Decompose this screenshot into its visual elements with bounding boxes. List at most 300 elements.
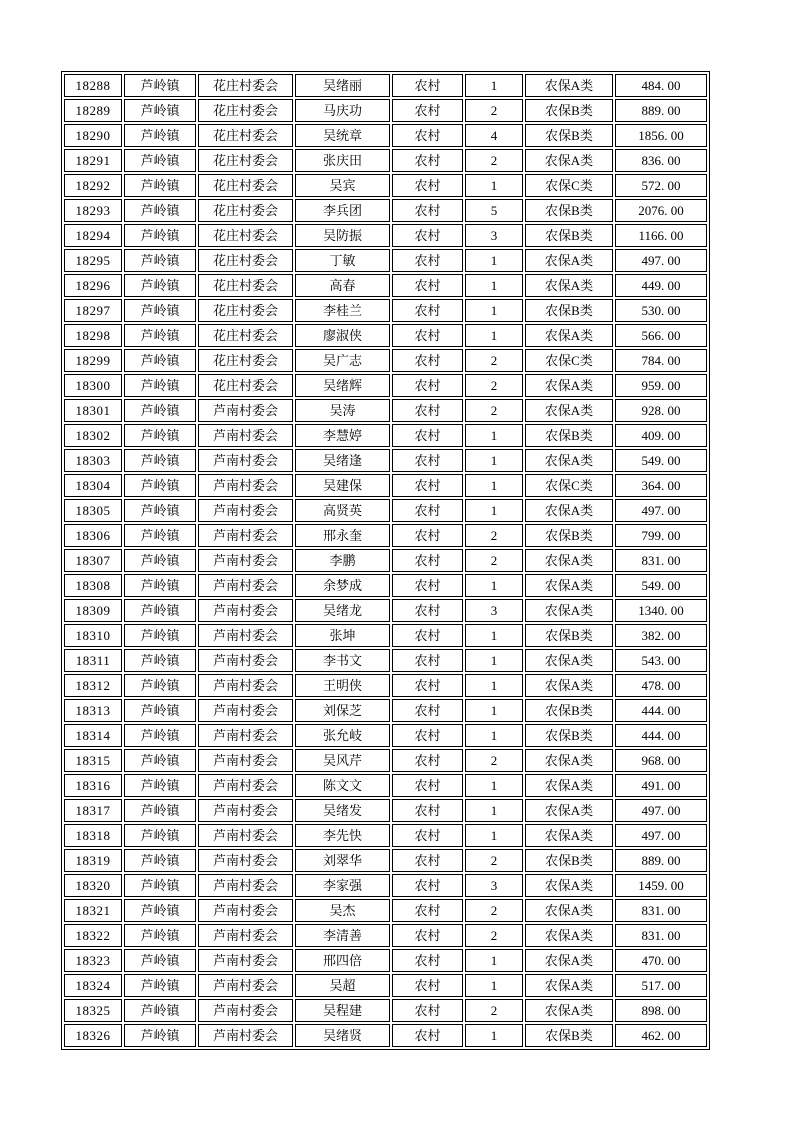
cell-residence-type: 农村 [392, 1024, 463, 1047]
cell-serial-number: 18300 [64, 374, 122, 397]
cell-person-count: 1 [465, 674, 523, 697]
cell-insurance-category: 农保A类 [525, 499, 613, 522]
cell-residence-type: 农村 [392, 424, 463, 447]
cell-amount: 566. 00 [615, 324, 707, 347]
cell-person-name: 李桂兰 [295, 299, 390, 322]
cell-person-count: 2 [465, 99, 523, 122]
cell-town: 芦岭镇 [124, 124, 196, 147]
cell-town: 芦岭镇 [124, 874, 196, 897]
cell-village-committee: 芦南村委会 [198, 724, 293, 747]
cell-person-name: 余梦成 [295, 574, 390, 597]
cell-residence-type: 农村 [392, 849, 463, 872]
cell-amount: 444. 00 [615, 699, 707, 722]
cell-serial-number: 18320 [64, 874, 122, 897]
cell-village-committee: 芦南村委会 [198, 449, 293, 472]
roster-table [62, 72, 709, 1049]
cell-residence-type: 农村 [392, 924, 463, 947]
cell-person-count: 2 [465, 399, 523, 422]
cell-amount: 484. 00 [615, 74, 707, 97]
cell-person-name: 张允岐 [295, 724, 390, 747]
table-row [64, 974, 707, 997]
table-row [64, 699, 707, 722]
cell-person-count: 1 [465, 574, 523, 597]
cell-residence-type: 农村 [392, 224, 463, 247]
cell-village-committee: 芦南村委会 [198, 499, 293, 522]
cell-residence-type: 农村 [392, 774, 463, 797]
cell-serial-number: 18316 [64, 774, 122, 797]
cell-residence-type: 农村 [392, 474, 463, 497]
cell-residence-type: 农村 [392, 174, 463, 197]
cell-person-name: 张庆田 [295, 149, 390, 172]
cell-town: 芦岭镇 [124, 599, 196, 622]
table-row [64, 624, 707, 647]
cell-amount: 444. 00 [615, 724, 707, 747]
cell-town: 芦岭镇 [124, 74, 196, 97]
cell-person-count: 1 [465, 624, 523, 647]
cell-person-name: 李家强 [295, 874, 390, 897]
cell-village-committee: 花庄村委会 [198, 149, 293, 172]
cell-residence-type: 农村 [392, 374, 463, 397]
cell-amount: 530. 00 [615, 299, 707, 322]
cell-residence-type: 农村 [392, 824, 463, 847]
cell-insurance-category: 农保B类 [525, 849, 613, 872]
cell-town: 芦岭镇 [124, 774, 196, 797]
cell-amount: 831. 00 [615, 899, 707, 922]
cell-amount: 517. 00 [615, 974, 707, 997]
cell-person-name: 李清善 [295, 924, 390, 947]
cell-town: 芦岭镇 [124, 799, 196, 822]
cell-residence-type: 农村 [392, 449, 463, 472]
cell-village-committee: 花庄村委会 [198, 274, 293, 297]
cell-residence-type: 农村 [392, 624, 463, 647]
cell-person-count: 1 [465, 799, 523, 822]
cell-town: 芦岭镇 [124, 549, 196, 572]
cell-amount: 799. 00 [615, 524, 707, 547]
cell-serial-number: 18318 [64, 824, 122, 847]
cell-person-name: 陈文文 [295, 774, 390, 797]
cell-serial-number: 18308 [64, 574, 122, 597]
cell-person-name: 吴绪丽 [295, 74, 390, 97]
cell-town: 芦岭镇 [124, 574, 196, 597]
cell-amount: 549. 00 [615, 449, 707, 472]
cell-person-count: 4 [465, 124, 523, 147]
cell-town: 芦岭镇 [124, 899, 196, 922]
cell-person-count: 1 [465, 424, 523, 447]
cell-village-committee: 花庄村委会 [198, 74, 293, 97]
cell-serial-number: 18319 [64, 849, 122, 872]
cell-serial-number: 18307 [64, 549, 122, 572]
cell-serial-number: 18312 [64, 674, 122, 697]
cell-town: 芦岭镇 [124, 274, 196, 297]
cell-amount: 543. 00 [615, 649, 707, 672]
cell-town: 芦岭镇 [124, 649, 196, 672]
cell-amount: 497. 00 [615, 499, 707, 522]
cell-serial-number: 18321 [64, 899, 122, 922]
cell-amount: 497. 00 [615, 824, 707, 847]
cell-residence-type: 农村 [392, 649, 463, 672]
cell-town: 芦岭镇 [124, 499, 196, 522]
cell-residence-type: 农村 [392, 274, 463, 297]
table-row [64, 899, 707, 922]
table-row [64, 749, 707, 772]
cell-insurance-category: 农保B类 [525, 724, 613, 747]
cell-residence-type: 农村 [392, 74, 463, 97]
cell-residence-type: 农村 [392, 549, 463, 572]
cell-insurance-category: 农保C类 [525, 474, 613, 497]
table-row [64, 99, 707, 122]
cell-village-committee: 花庄村委会 [198, 99, 293, 122]
cell-person-name: 吴绪贤 [295, 1024, 390, 1047]
cell-amount: 889. 00 [615, 99, 707, 122]
cell-serial-number: 18291 [64, 149, 122, 172]
table-row [64, 124, 707, 147]
cell-person-name: 丁敏 [295, 249, 390, 272]
cell-insurance-category: 农保A类 [525, 774, 613, 797]
cell-residence-type: 农村 [392, 724, 463, 747]
cell-person-count: 2 [465, 749, 523, 772]
cell-town: 芦岭镇 [124, 99, 196, 122]
cell-village-committee: 芦南村委会 [198, 999, 293, 1022]
table-row [64, 674, 707, 697]
table-row [64, 199, 707, 222]
table-row [64, 449, 707, 472]
cell-insurance-category: 农保A类 [525, 599, 613, 622]
cell-residence-type: 农村 [392, 799, 463, 822]
cell-person-name: 刘翠华 [295, 849, 390, 872]
cell-person-count: 2 [465, 374, 523, 397]
table-row [64, 424, 707, 447]
cell-person-count: 1 [465, 274, 523, 297]
cell-residence-type: 农村 [392, 149, 463, 172]
cell-serial-number: 18295 [64, 249, 122, 272]
cell-person-count: 1 [465, 649, 523, 672]
cell-amount: 462. 00 [615, 1024, 707, 1047]
cell-village-committee: 芦南村委会 [198, 974, 293, 997]
cell-serial-number: 18299 [64, 349, 122, 372]
cell-person-count: 1 [465, 299, 523, 322]
cell-serial-number: 18326 [64, 1024, 122, 1047]
cell-serial-number: 18305 [64, 499, 122, 522]
cell-insurance-category: 农保B类 [525, 699, 613, 722]
cell-insurance-category: 农保A类 [525, 899, 613, 922]
cell-insurance-category: 农保A类 [525, 399, 613, 422]
cell-serial-number: 18325 [64, 999, 122, 1022]
cell-insurance-category: 农保B类 [525, 99, 613, 122]
cell-person-name: 吴广志 [295, 349, 390, 372]
cell-amount: 497. 00 [615, 249, 707, 272]
cell-village-committee: 芦南村委会 [198, 399, 293, 422]
cell-insurance-category: 农保A类 [525, 974, 613, 997]
cell-residence-type: 农村 [392, 874, 463, 897]
cell-village-committee: 芦南村委会 [198, 899, 293, 922]
cell-person-name: 李鹏 [295, 549, 390, 572]
cell-village-committee: 花庄村委会 [198, 174, 293, 197]
cell-person-name: 廖淑侠 [295, 324, 390, 347]
cell-insurance-category: 农保A类 [525, 949, 613, 972]
cell-insurance-category: 农保A类 [525, 874, 613, 897]
cell-residence-type: 农村 [392, 949, 463, 972]
cell-village-committee: 花庄村委会 [198, 249, 293, 272]
cell-insurance-category: 农保A类 [525, 799, 613, 822]
table-row [64, 374, 707, 397]
cell-person-count: 1 [465, 1024, 523, 1047]
cell-amount: 364. 00 [615, 474, 707, 497]
cell-insurance-category: 农保C类 [525, 174, 613, 197]
cell-residence-type: 农村 [392, 399, 463, 422]
cell-amount: 1856. 00 [615, 124, 707, 147]
cell-serial-number: 18309 [64, 599, 122, 622]
table-row [64, 799, 707, 822]
cell-insurance-category: 农保A类 [525, 824, 613, 847]
cell-person-name: 邢永奎 [295, 524, 390, 547]
cell-insurance-category: 农保B类 [525, 199, 613, 222]
table-row [64, 649, 707, 672]
cell-town: 芦岭镇 [124, 924, 196, 947]
cell-residence-type: 农村 [392, 349, 463, 372]
cell-residence-type: 农村 [392, 674, 463, 697]
cell-amount: 1459. 00 [615, 874, 707, 897]
table-row [64, 999, 707, 1022]
cell-amount: 968. 00 [615, 749, 707, 772]
table-row [64, 249, 707, 272]
table-row [64, 524, 707, 547]
cell-person-name: 吴绪发 [295, 799, 390, 822]
cell-amount: 784. 00 [615, 349, 707, 372]
cell-person-count: 1 [465, 474, 523, 497]
table-row [64, 174, 707, 197]
cell-serial-number: 18317 [64, 799, 122, 822]
cell-amount: 1166. 00 [615, 224, 707, 247]
cell-amount: 928. 00 [615, 399, 707, 422]
cell-serial-number: 18302 [64, 424, 122, 447]
cell-person-count: 1 [465, 449, 523, 472]
cell-village-committee: 芦南村委会 [198, 549, 293, 572]
cell-amount: 497. 00 [615, 799, 707, 822]
cell-serial-number: 18310 [64, 624, 122, 647]
table-row [64, 824, 707, 847]
cell-village-committee: 芦南村委会 [198, 674, 293, 697]
cell-residence-type: 农村 [392, 749, 463, 772]
cell-person-name: 吴建保 [295, 474, 390, 497]
cell-person-name: 吴涛 [295, 399, 390, 422]
cell-insurance-category: 农保B类 [525, 299, 613, 322]
cell-amount: 491. 00 [615, 774, 707, 797]
roster-table-body [64, 74, 707, 1047]
cell-town: 芦岭镇 [124, 149, 196, 172]
cell-town: 芦岭镇 [124, 174, 196, 197]
cell-person-name: 张坤 [295, 624, 390, 647]
cell-person-count: 1 [465, 249, 523, 272]
cell-person-count: 3 [465, 224, 523, 247]
cell-insurance-category: 农保A类 [525, 249, 613, 272]
cell-village-committee: 芦南村委会 [198, 949, 293, 972]
cell-town: 芦岭镇 [124, 249, 196, 272]
cell-person-count: 1 [465, 324, 523, 347]
cell-town: 芦岭镇 [124, 699, 196, 722]
cell-person-name: 吴绪龙 [295, 599, 390, 622]
cell-insurance-category: 农保B类 [525, 124, 613, 147]
cell-amount: 409. 00 [615, 424, 707, 447]
cell-serial-number: 18298 [64, 324, 122, 347]
cell-person-name: 王明侠 [295, 674, 390, 697]
table-row [64, 1024, 707, 1047]
cell-person-name: 吴程建 [295, 999, 390, 1022]
cell-person-name: 吴防振 [295, 224, 390, 247]
cell-amount: 2076. 00 [615, 199, 707, 222]
cell-town: 芦岭镇 [124, 849, 196, 872]
cell-amount: 898. 00 [615, 999, 707, 1022]
cell-person-name: 高贤英 [295, 499, 390, 522]
cell-village-committee: 花庄村委会 [198, 224, 293, 247]
cell-serial-number: 18289 [64, 99, 122, 122]
cell-town: 芦岭镇 [124, 399, 196, 422]
cell-amount: 572. 00 [615, 174, 707, 197]
cell-person-count: 1 [465, 174, 523, 197]
cell-person-name: 吴绪辉 [295, 374, 390, 397]
cell-person-count: 2 [465, 924, 523, 947]
cell-village-committee: 芦南村委会 [198, 574, 293, 597]
cell-village-committee: 芦南村委会 [198, 924, 293, 947]
cell-residence-type: 农村 [392, 199, 463, 222]
cell-serial-number: 18324 [64, 974, 122, 997]
cell-insurance-category: 农保A类 [525, 74, 613, 97]
table-row [64, 599, 707, 622]
table-row [64, 74, 707, 97]
cell-town: 芦岭镇 [124, 349, 196, 372]
cell-village-committee: 芦南村委会 [198, 774, 293, 797]
table-row [64, 849, 707, 872]
cell-village-committee: 芦南村委会 [198, 424, 293, 447]
cell-serial-number: 18292 [64, 174, 122, 197]
table-row [64, 499, 707, 522]
cell-insurance-category: 农保A类 [525, 574, 613, 597]
cell-town: 芦岭镇 [124, 824, 196, 847]
cell-serial-number: 18290 [64, 124, 122, 147]
cell-residence-type: 农村 [392, 249, 463, 272]
cell-person-name: 李兵团 [295, 199, 390, 222]
cell-amount: 831. 00 [615, 924, 707, 947]
cell-serial-number: 18288 [64, 74, 122, 97]
table-row [64, 549, 707, 572]
cell-person-name: 吴超 [295, 974, 390, 997]
cell-person-count: 2 [465, 149, 523, 172]
cell-insurance-category: 农保A类 [525, 449, 613, 472]
cell-person-name: 吴宾 [295, 174, 390, 197]
cell-person-count: 1 [465, 824, 523, 847]
table-row [64, 724, 707, 747]
cell-amount: 889. 00 [615, 849, 707, 872]
table-row [64, 474, 707, 497]
table-row [64, 349, 707, 372]
cell-person-count: 2 [465, 349, 523, 372]
cell-town: 芦岭镇 [124, 199, 196, 222]
cell-insurance-category: 农保A类 [525, 749, 613, 772]
cell-person-count: 3 [465, 599, 523, 622]
cell-insurance-category: 农保A类 [525, 324, 613, 347]
cell-insurance-category: 农保A类 [525, 674, 613, 697]
cell-town: 芦岭镇 [124, 999, 196, 1022]
cell-person-count: 2 [465, 849, 523, 872]
cell-person-count: 1 [465, 724, 523, 747]
table-row [64, 924, 707, 947]
cell-person-count: 2 [465, 549, 523, 572]
cell-serial-number: 18315 [64, 749, 122, 772]
cell-serial-number: 18311 [64, 649, 122, 672]
cell-serial-number: 18301 [64, 399, 122, 422]
cell-village-committee: 芦南村委会 [198, 624, 293, 647]
cell-residence-type: 农村 [392, 899, 463, 922]
cell-amount: 549. 00 [615, 574, 707, 597]
cell-amount: 831. 00 [615, 549, 707, 572]
cell-insurance-category: 农保A类 [525, 999, 613, 1022]
cell-amount: 836. 00 [615, 149, 707, 172]
cell-person-name: 李慧婷 [295, 424, 390, 447]
cell-insurance-category: 农保A类 [525, 649, 613, 672]
cell-insurance-category: 农保B类 [525, 424, 613, 447]
cell-town: 芦岭镇 [124, 449, 196, 472]
cell-village-committee: 芦南村委会 [198, 824, 293, 847]
cell-person-name: 马庆功 [295, 99, 390, 122]
cell-village-committee: 花庄村委会 [198, 124, 293, 147]
cell-village-committee: 花庄村委会 [198, 374, 293, 397]
cell-insurance-category: 农保B类 [525, 624, 613, 647]
cell-village-committee: 花庄村委会 [198, 199, 293, 222]
cell-residence-type: 农村 [392, 574, 463, 597]
cell-amount: 382. 00 [615, 624, 707, 647]
cell-person-count: 1 [465, 949, 523, 972]
cell-town: 芦岭镇 [124, 749, 196, 772]
table-row [64, 149, 707, 172]
cell-serial-number: 18297 [64, 299, 122, 322]
cell-village-committee: 芦南村委会 [198, 649, 293, 672]
cell-person-count: 1 [465, 774, 523, 797]
cell-village-committee: 芦南村委会 [198, 474, 293, 497]
table-row [64, 874, 707, 897]
cell-residence-type: 农村 [392, 699, 463, 722]
cell-town: 芦岭镇 [124, 224, 196, 247]
cell-person-name: 吴统章 [295, 124, 390, 147]
cell-amount: 449. 00 [615, 274, 707, 297]
cell-serial-number: 18313 [64, 699, 122, 722]
cell-person-name: 高春 [295, 274, 390, 297]
cell-residence-type: 农村 [392, 324, 463, 347]
cell-serial-number: 18294 [64, 224, 122, 247]
cell-person-name: 李书文 [295, 649, 390, 672]
cell-person-count: 1 [465, 974, 523, 997]
cell-insurance-category: 农保A类 [525, 274, 613, 297]
cell-serial-number: 18322 [64, 924, 122, 947]
cell-town: 芦岭镇 [124, 974, 196, 997]
cell-insurance-category: 农保A类 [525, 924, 613, 947]
cell-village-committee: 芦南村委会 [198, 524, 293, 547]
table-row [64, 774, 707, 797]
cell-residence-type: 农村 [392, 299, 463, 322]
cell-serial-number: 18304 [64, 474, 122, 497]
table-row [64, 574, 707, 597]
table-row [64, 949, 707, 972]
cell-person-count: 1 [465, 699, 523, 722]
cell-amount: 959. 00 [615, 374, 707, 397]
cell-town: 芦岭镇 [124, 424, 196, 447]
cell-town: 芦岭镇 [124, 474, 196, 497]
cell-amount: 478. 00 [615, 674, 707, 697]
cell-serial-number: 18314 [64, 724, 122, 747]
cell-town: 芦岭镇 [124, 374, 196, 397]
cell-village-committee: 芦南村委会 [198, 874, 293, 897]
cell-village-committee: 芦南村委会 [198, 849, 293, 872]
cell-village-committee: 芦南村委会 [198, 799, 293, 822]
cell-person-name: 李先快 [295, 824, 390, 847]
